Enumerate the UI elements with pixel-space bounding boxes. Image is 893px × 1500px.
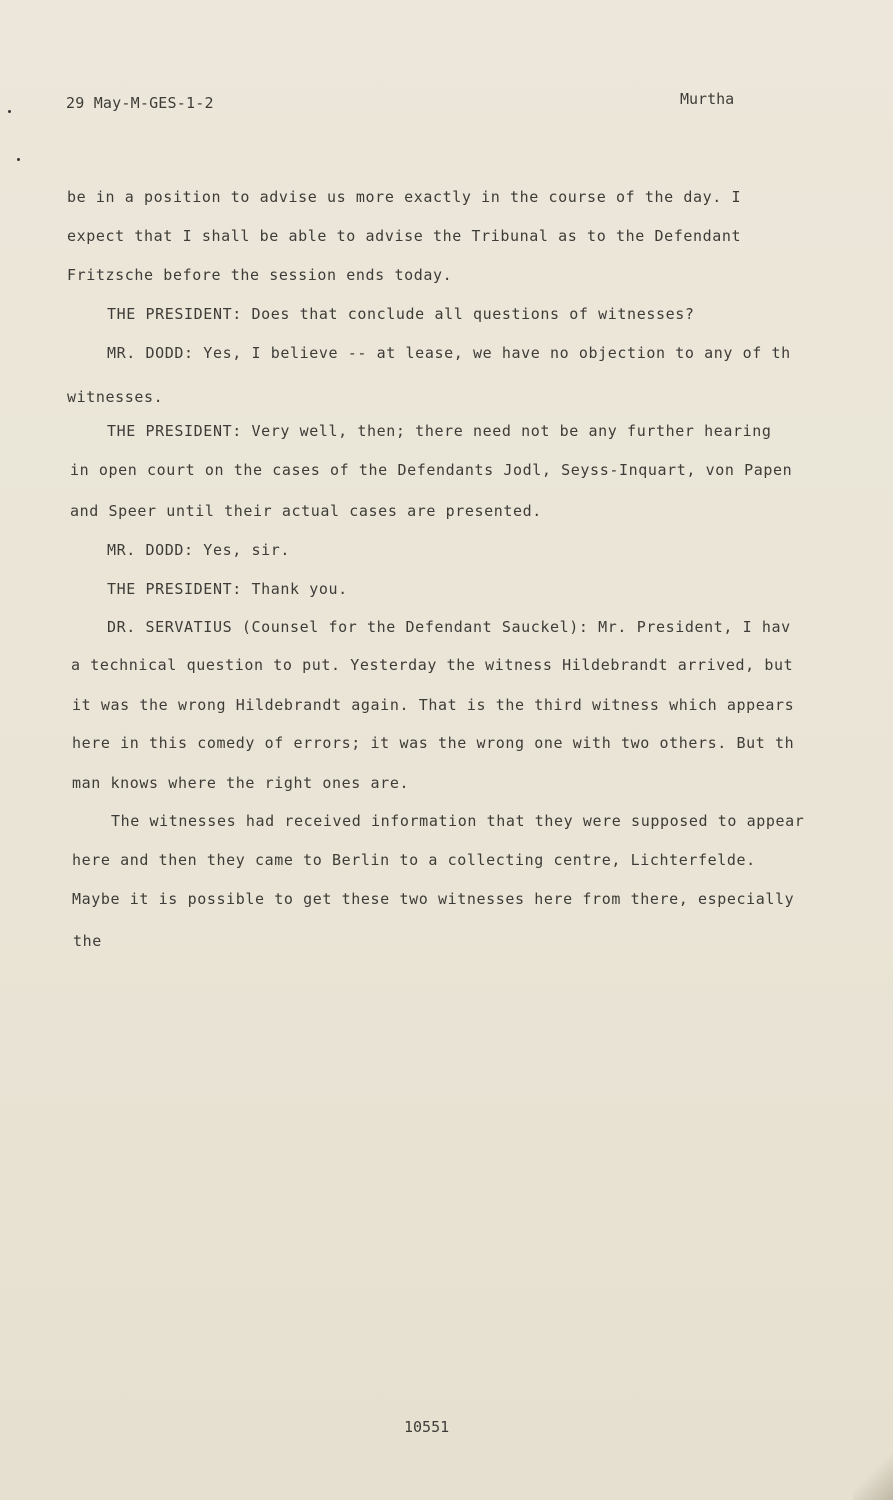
text-line: THE PRESIDENT: Very well, then; there need not be any further hearing [107, 422, 772, 440]
text-line: THE PRESIDENT: Does that conclude all questions of witnesses? [107, 305, 695, 323]
text-line: here and then they came to Berlin to a collecting centre, Lichterfelde. [72, 851, 756, 869]
text-line: it was the wrong Hildebrandt again. That is the third witness which appears [72, 696, 795, 714]
text-line: be in a position to advise us more exactly in the course of the day. I [67, 188, 742, 206]
text-line: THE PRESIDENT: Thank you. [107, 580, 348, 598]
margin-mark [8, 110, 11, 113]
text-line: a technical question to put. Yesterday the witness Hildebrandt arrived, but [71, 656, 794, 674]
text-line: MR. DODD: Yes, I believe -- at lease, we have no objection to any of th [107, 344, 791, 362]
text-line: expect that I shall be able to advise the Tribunal as to the Defendant [67, 227, 742, 245]
page-number: 10551 [404, 1418, 450, 1436]
text-line: in open court on the cases of the Defendants Jodl, Seyss-Inquart, von Papen [70, 461, 793, 479]
text-line: man knows where the right ones are. [72, 774, 410, 792]
text-line: The witnesses had received information that they were supposed to appear [111, 812, 805, 830]
text-line: the [73, 932, 102, 950]
text-line: DR. SERVATIUS (Counsel for the Defendant Sauckel): Mr. President, I hav [107, 618, 791, 636]
text-line: and Speer until their actual cases are presented. [70, 502, 542, 520]
document-reference: 29 May-M-GES-1-2 [66, 94, 214, 112]
text-line: MR. DODD: Yes, sir. [107, 541, 290, 559]
margin-mark [17, 158, 20, 161]
page-corner-curl [853, 1440, 893, 1500]
reporter-name: Murtha [680, 90, 735, 108]
text-line: witnesses. [67, 388, 164, 406]
text-line: here in this comedy of errors; it was the wrong one with two others. But th [72, 734, 795, 752]
text-line: Fritzsche before the session ends today. [67, 266, 453, 284]
text-line: Maybe it is possible to get these two witnesses here from there, especially [72, 890, 795, 908]
